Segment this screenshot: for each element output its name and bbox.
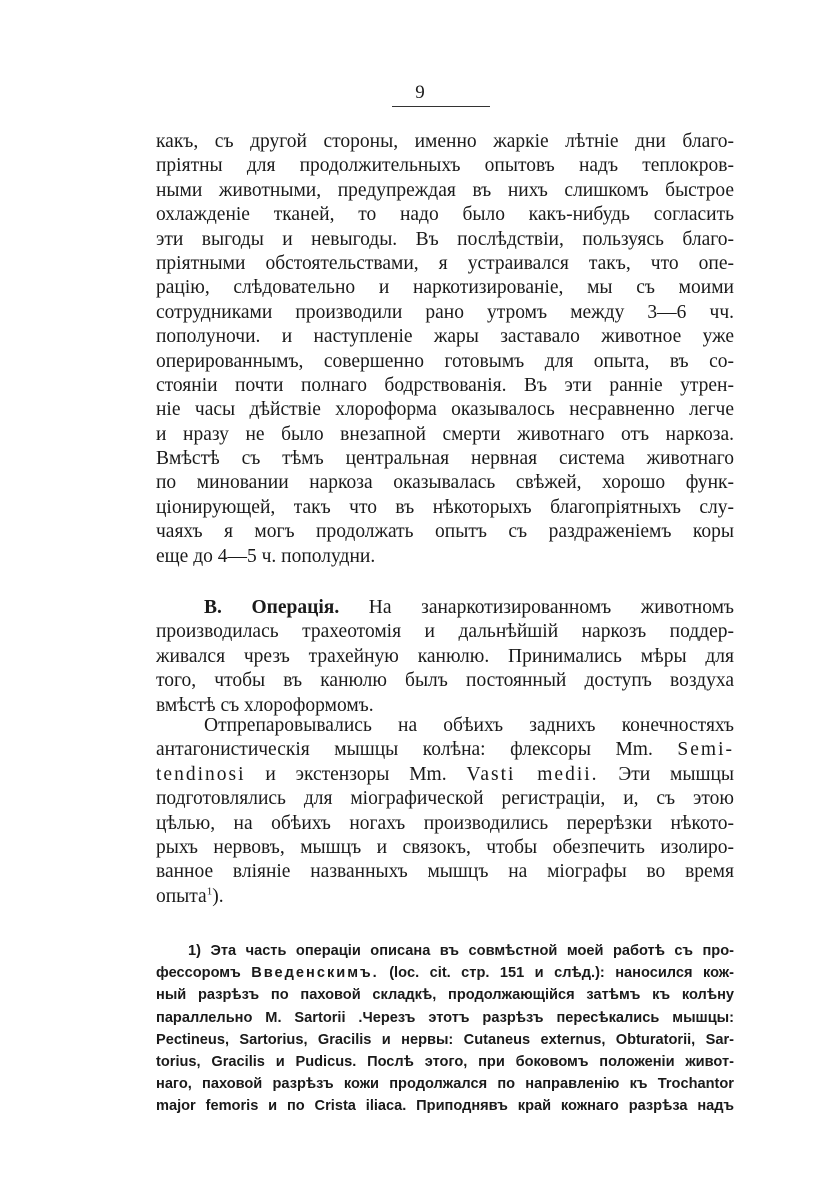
line-fragment: фессоромъ xyxy=(156,965,241,982)
text-line: пополуночи. и наступленіе жары заставало животное уже xyxy=(156,326,734,348)
text-line: ціонирующей, такъ что въ нѣкоторыхъ благопріятныхъ слу- xyxy=(156,496,734,518)
text-line: рыхъ нервовъ, мышцъ и связокъ, чтобы обезпечить изолиро- xyxy=(156,836,734,858)
line-fragment: ). xyxy=(212,885,224,907)
text-line: стояніи почти полнаго бодрствованія. Въ эти ранніе утрен- xyxy=(156,374,734,396)
footnote-reference[interactable]: 1 xyxy=(206,885,213,898)
text-line: и нразу не было внезапной смерти животнаго отъ наркоза. xyxy=(156,423,734,445)
latin-term: Vasti medii. xyxy=(466,763,599,785)
text-line: пріятными обстоятельствами, я устраивался такъ, что опе- xyxy=(156,252,734,274)
line-fragment: (loc. cit. стр. 151 и слѣд.): наносился кож- xyxy=(389,965,735,982)
text-line xyxy=(156,738,734,762)
author-name: Введенскимъ. xyxy=(251,965,379,982)
text-line: какъ, съ другой стороны, именно жаркіе лѣтніе дни благо- xyxy=(156,131,734,152)
text-line xyxy=(156,763,734,787)
text-line: еще до 4—5 ч. пополудни. xyxy=(156,545,376,567)
text-line: ными животными, предупреждая въ нихъ слишкомъ быстрое xyxy=(156,179,734,201)
text-line: Вмѣстѣ съ тѣмъ центральная нервная система животнаго xyxy=(156,448,734,470)
heading-line-text: На занаркотизированномъ животномъ xyxy=(368,597,734,618)
footnote-line: наго, паховой разрѣзъ кожи продолжался по направленію къ Trochantor xyxy=(156,1076,734,1093)
text-line: подготовлялись для міографической регистраціи, и, съ этою xyxy=(156,788,734,810)
page-number: 9 xyxy=(415,82,425,103)
paragraph-preparation xyxy=(156,714,734,909)
latin-term: Semi- xyxy=(677,739,734,761)
text-line: вмѣстѣ съ хлороформомъ. xyxy=(156,694,374,716)
latin-term: tendinosi xyxy=(156,763,246,785)
text-line: того, чтобы въ канюлю былъ постоянный доступъ воздуха xyxy=(156,670,734,692)
footnote-line: torius, Gracilis и Pudicus. Послѣ этого, при боковомъ положеніи живот- xyxy=(156,1053,734,1070)
header-rule xyxy=(392,106,490,107)
text-line: охлажденіе тканей, то надо было какъ-нибудь согласить xyxy=(156,204,734,226)
text-line: Отпрепаровывались на обѣихъ заднихъ конечностяхъ xyxy=(204,715,734,736)
text-line: рацію, слѣдовательно и наркотизированіе, мы съ моими xyxy=(156,277,734,299)
text-line: пріятны для продолжительныхъ опытовъ надъ теплокров- xyxy=(156,155,734,177)
section-heading: В. Операція. xyxy=(204,597,340,618)
footnote-line: параллельно M. Sartorii .Черезъ этотъ разрѣзъ пересѣкались мышцы: xyxy=(156,1009,734,1026)
line-fragment: и экстензоры Mm. xyxy=(265,763,447,785)
paragraph-operation xyxy=(156,596,734,718)
footnote-line: ный разрѣзъ по паховой складкѣ, продолжающійся затѣмъ къ колѣну xyxy=(156,987,734,1004)
text-line: цѣлью, на обѣихъ ногахъ производились перерѣзки нѣкото- xyxy=(156,812,734,834)
footnote-line: major femoris и по Crista iliaca. Приподнявъ край кожнаго разрѣза надъ xyxy=(156,1098,734,1115)
paragraph-continuation xyxy=(156,130,734,569)
line-fragment: Эти мышцы xyxy=(618,763,735,785)
text-line-heading xyxy=(156,596,734,620)
text-line: сотрудниками производили рано утромъ между 3—6 чч. xyxy=(156,301,734,323)
line-fragment: опыта xyxy=(156,885,207,907)
text-line: производилась трахеотомія и дальнѣйшій наркозъ поддер- xyxy=(156,621,734,643)
text-line: ванное вліяніе названныхъ мышцъ на міографы во время xyxy=(156,861,734,883)
text-line: оперированнымъ, совершенно готовымъ для опыта, въ со- xyxy=(156,350,734,372)
footnote-line: Pectineus, Sartorius, Gracilis и нервы: Cutaneus externus, Obturatorii, Sar- xyxy=(156,1031,734,1048)
text-line: эти выгоды и невыгоды. Въ послѣдствіи, пользуясь благо- xyxy=(156,228,734,250)
footnote-line: 1) Эта часть операціи описана въ совмѣстной моей работѣ съ про- xyxy=(188,943,734,959)
text-line: живался чрезъ трахейную канюлю. Принимались мѣры для xyxy=(156,645,734,667)
text-line xyxy=(156,885,734,909)
text-line: ніе часы дѣйствіе хлороформа оказывалось несравненно легче xyxy=(156,399,734,421)
line-fragment: антагонистическія мышцы колѣна: флексоры Mm. xyxy=(156,739,653,761)
text-line: чаяхъ я могъ продолжать опытъ съ раздраженіемъ коры xyxy=(156,521,734,543)
text-line: по миновании наркоза оказывалась свѣжей, хорошо функ- xyxy=(156,472,734,494)
footnote xyxy=(156,940,734,1118)
footnote-line xyxy=(156,962,734,984)
